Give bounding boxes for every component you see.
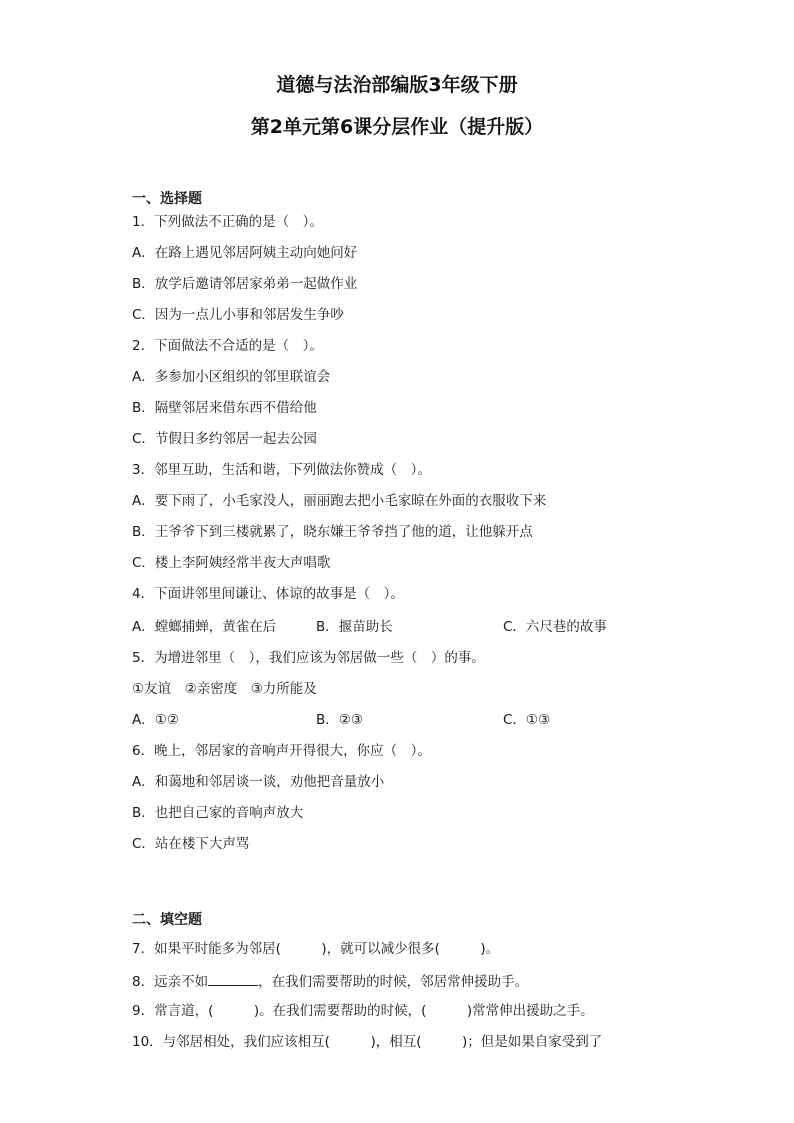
question-1-option-c: C．因为一点儿小事和邻居发生争吵	[132, 307, 344, 323]
question-2-option-c: C．节假日多约邻居一起去公园	[132, 431, 317, 447]
page-title: 道德与法治部编版3年级下册	[276, 74, 518, 96]
question-1-option-a: A．在路上遇见邻居阿姨主动向她问好	[132, 245, 358, 261]
page-subtitle: 第2单元第6课分层作业（提升版）	[250, 116, 544, 138]
question-2-option-b: B．隔壁邻居来借东西不借给他	[132, 400, 317, 416]
question-5-option-b: B．②③	[316, 712, 363, 728]
question-4-stem: 4．下面讲邻里间谦让、体谅的故事是（ ）。	[132, 586, 404, 602]
question-8-start: 8．远亲不如	[132, 974, 209, 990]
question-8-end: ，在我们需要帮助的时候，邻居常伸援助手。	[258, 974, 529, 990]
question-6-option-a: A．和蔼地和邻居谈一谈，劝他把音量放小	[132, 774, 385, 790]
question-6-option-b: B．也把自己家的音响声放大	[132, 805, 304, 821]
question-5-option-a: A．①②	[132, 712, 179, 728]
question-6-stem: 6．晚上，邻居家的音响声开得很大，你应（ ）。	[132, 743, 431, 759]
question-3-stem: 3．邻里互助，生活和谐，下列做法你赞成（ ）。	[132, 462, 431, 478]
question-2-stem: 2．下面做法不合适的是（ ）。	[132, 338, 323, 354]
question-9: 9．常言道，( )。在我们需要帮助的时候，( )常常伸出援助之手。	[132, 1003, 594, 1019]
question-3-option-c: C．楼上李阿姨经常半夜大声唱歌	[132, 555, 331, 571]
question-8-blank[interactable]	[208, 971, 258, 986]
question-5-items: ①友谊 ②亲密度 ③力所能及	[132, 681, 317, 697]
question-4-option-a: A．螳螂捕蝉，黄雀在后	[132, 619, 277, 635]
section-choice-heading: 一、选择题	[132, 191, 202, 207]
question-5-stem: 5．为增进邻里（ ），我们应该为邻居做一些（ ）的事。	[132, 650, 485, 666]
section-fill-heading: 二、填空题	[132, 912, 202, 928]
question-1-option-b: B．放学后邀请邻居家弟弟一起做作业	[132, 276, 358, 292]
question-4-option-c: C．六尺巷的故事	[503, 619, 607, 635]
question-6-option-c: C．站在楼下大声骂	[132, 836, 250, 852]
question-10: 10．与邻居相处，我们应该相互( )，相互( )；但是如果自家受到了	[132, 1034, 603, 1050]
question-5-option-c: C．①③	[503, 712, 551, 728]
question-8	[132, 971, 528, 991]
question-3-option-a: A．要下雨了，小毛家没人，丽丽跑去把小毛家晾在外面的衣服收下来	[132, 493, 547, 509]
question-3-option-b: B．王爷爷下到三楼就累了，晓东嫌王爷爷挡了他的道，让他躲开点	[132, 524, 533, 540]
question-7: 7．如果平时能多为邻居( )，就可以减少很多( )。	[132, 941, 500, 957]
question-2-option-a: A．多参加小区组织的邻里联谊会	[132, 369, 331, 385]
question-1-stem: 1．下列做法不正确的是（ ）。	[132, 214, 323, 230]
question-4-option-b: B．揠苗助长	[316, 619, 393, 635]
